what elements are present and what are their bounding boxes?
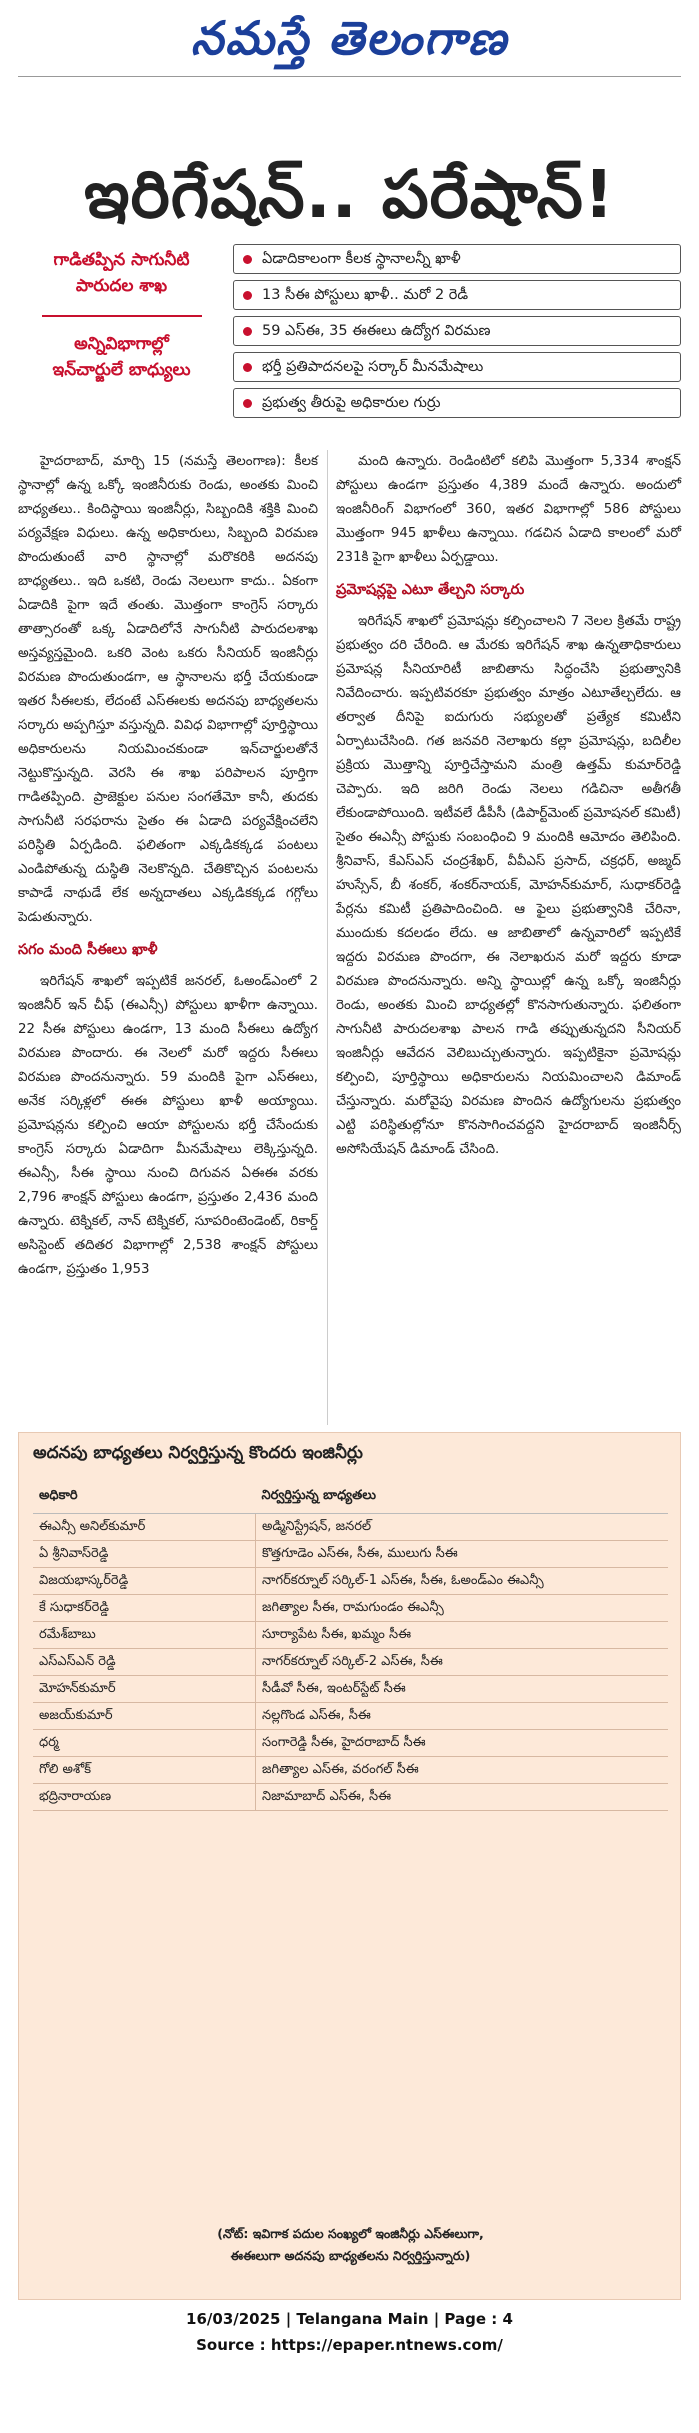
kicker-line-1: గాడితప్పిన సాగునీటి	[53, 250, 190, 270]
table-row: భద్రినారాయణ నిజామాబాద్ ఎస్ఈ, సీఈ	[33, 1784, 668, 1811]
kicker-line-4: ఇన్‌చార్జులే బాధ్యులు	[52, 360, 191, 380]
article-column-left	[18, 450, 318, 1282]
table-note-line-2: ఈఈలుగా అదనపు బాధ్యతలను నిర్వర్తిస్తున్నారు)	[230, 2248, 471, 2263]
column-header-duties: నిర్వర్తిస్తున్న బాధ్యతలు	[256, 1481, 669, 1514]
table-row: మోహన్‌కుమార్ సీడీవో సీఈ, ఇంటర్‌స్టేట్ సీఈ	[33, 1676, 668, 1703]
footer-date-line: 16/03/2025 | Telangana Main | Page : 4	[186, 2310, 513, 2328]
table-row: రమేశ్‌బాబు సూర్యాపేట సీఈ, ఖమ్మం సీఈ	[33, 1622, 668, 1649]
page-footer	[18, 2306, 681, 2358]
article-column-right	[336, 450, 681, 1162]
article-paragraph: హైదరాబాద్, మార్చి 15 (నమస్తే తెలంగాణ): కీలక స్థానాల్లో ఉన్న ఒక్కో ఇంజినీరుకు రెండు, అంతకు మించి బాధ్యతలు.. కిందిస్థాయి ఇంజినీర్లు, సిబ్బందికి శక్తికి మించి పర్యవేక్షణ విధులు. ఉన్న అధికారులు, సిబ్బంది విరమణ పొందుతుంటే వారి స్థానాల్లో మరొకరికి అదనపు బాధ్యతలు.. ఇది ఒకటి, రెండు నెలలుగా కాదు.. ఏకంగా ఏడాదికి పైగా ఇదే తంతు. మొత్తంగా కాంగ్రెస్ సర్కారు తాత్సారంతో ఒక్క ఏడాదిలోనే సాగునీటి పారుదలశాఖ అస్తవ్యస్తమైంది. ఒకరి వెంట ఒకరు సీనియర్ ఇంజినీర్లు విరమణ పొందుతుండగా, ఆ స్థానాలను భర్తీ చేయకుండా ఇతర సీఈలకు, లేదంటే ఎస్ఈలకు అదనపు బాధ్యతలను సర్కారు అప్పగిస్తూ వస్తున్నది. వివిధ విభాగాల్లో పూర్తిస్థాయి అధికారులను నియమించకుండా ఇన్‌చార్జులతోనే నెట్టుకొస్తున్నది. వెరసి ఈ శాఖ పరిపాలన పూర్తిగా గాడితప్పింది. ప్రాజెక్టుల పనుల సంగతేమో కానీ, తుదకు సాగునీటి సరఫరాను సైతం ఈ ఏడాది పర్యవేక్షించలేని పరిస్థితి ఏర్పడింది. ఫలితంగా ఎక్కడికక్కడ పంటలు ఎండిపోతున్న దుస్థితి నెలకొన్నది. చేతికొచ్చిన పంటలను కాపాడే నాథుడే లేక అన్నదాతలు ఎక్కడికక్కడ గగ్గోలు పెడుతున్నారు.	[18, 454, 318, 925]
article-paragraph: ఇరిగేషన్ శాఖలో ప్రమోషన్లు కల్పించాలని 7 నెలల క్రితమే రాష్ట్ర ప్రభుత్వం దరి చేరింది. ఆ మేరకు ఇరిగేషన్ శాఖ ఉన్నతాధికారులు ప్రమోషన్ల సీనియారిటీ జాబితాను సిద్ధంచేసి ప్రభుత్వానికి నివేదించారు. ఇప్పటివరకూ ప్రభుత్వం మాత్రం ఎటూతేల్చలేదు. ఆ తర్వాత దీనిపై ఐదుగురు సభ్యులతో ప్రత్యేక కమిటీని ఏర్పాటుచేసింది. గత జనవరి నెలాఖరు కల్లా ప్రమోషన్లు, బదిలీల ప్రక్రియ మొత్తాన్ని పూర్తిచేస్తామని మంత్రి ఉత్తమ్ కుమార్‌రెడ్డి చెప్పారు. ఇది జరిగి రెండు నెలలు గడిచినా అతీగతీ లేకుండాపోయింది. ఇటీవలే డీపీసీ (డిపార్ట్‌మెంట్ ప్రమోషనల్ కమిటీ) సైతం ఈఎన్సీ పోస్టుకు సంబంధించి 9 మందికి ఆమోదం తెలిపింది. శ్రీనివాస్, కేఎస్ఎస్ చంద్రశేఖర్, వీవీఎస్ ప్రసాద్, చక్రధర్, అజ్మద్ హుస్సేన్, బీ శంకర్, శంకర్‌నాయక్, మోహన్‌కుమార్, సుధాకర్‌రెడ్డి పేర్లను కమిటీ ప్రతిపాదించింది. ఆ ఫైలు ప్రభుత్వానికి చేరినా, ముందుకు కదలడం లేదు. ఆ జాబితాలో ఉన్నవారిలో ఇప్పటికే ఇద్దరు విరమణ పొందగా, ఈ నెలాఖరున మరో ఇద్దరు కూడా విరమణ పొందనున్నారు. అన్ని స్థాయిల్లో ఉన్న ఒక్కో ఇంజినీర్లు రెండు, అంతకు మించి బాధ్యతల్లో కొనసాగుతున్నారు. ఫలితంగా సాగునీటి పారుదలశాఖ పాలన గాడి తప్పుతున్నదని సీనియర్ ఇంజినీర్లు ఆవేదన వెలిబుచ్చుతున్నారు. ఇప్పటికైనా ప్రమోషన్లు కల్పించి, పూర్తిస్థాయి అధికారులను నియమించాలని డిమాండ్ చేస్తున్నారు. మరోవైపు విరమణ పొందిన ఉద్యోగులను ప్రభుత్వం ఎట్టి పరిస్థితుల్లోనూ కొనసాగించవద్దని హైదరాబాద్ ఇంజినీర్స్ అసోసియేషన్ డిమాండ్ చేసింది.	[336, 614, 681, 1157]
bullet-dot-icon	[243, 291, 252, 300]
kicker-bottom	[18, 331, 225, 383]
kicker-top	[18, 247, 225, 299]
article-paragraph: ఇరిగేషన్ శాఖలో ఇప్పటికే జనరల్, ఓఅండ్ఎంలో 2 ఇంజినీర్ ఇన్ చీఫ్ (ఈఎన్సీ) పోస్టులు ఖాళీగా ఉన్నాయి. 22 సీఈ పోస్టులు ఉండగా, 13 మంది సీఈలు ఉద్యోగ విరమణ పొందారు. ఈ నెలలో మరో ఇద్దరు సీఈలు విరమణ పొందనున్నారు. 59 మందికి పైగా ఎస్ఈలు, అనేక సర్కిళ్లలో ఈఈ పోస్టులు ఖాళీ అయ్యాయి. ప్రమోషన్లను కల్పించి ఆయా పోస్టులను భర్తీ చేసేందుకు కాంగ్రెస్ సర్కారు ఏడాదిగా మీనమేషాలు లెక్కిస్తున్నది. ఈఎన్సీ, సీఈ స్థాయి నుంచి దిగువన ఏఈఈ వరకు 2,796 శాంక్షన్ పోస్టులు ఉండగా, ప్రస్తుతం 2,436 మంది ఉన్నారు. టెక్నికల్, నాన్ టెక్నికల్, సూపరింటెండెంట్, రికార్డ్ అసిస్టెంట్ తదితర విభాగాల్లో 2,538 శాంక్షన్ పోస్టులు ఉండగా, ప్రస్తుతం 1,953	[18, 974, 318, 1277]
column-header-officer: అధికారి	[33, 1481, 256, 1514]
bullet-dot-icon	[243, 363, 252, 372]
footer-source-link[interactable]: Source : https://epaper.ntnews.com/	[196, 2336, 503, 2354]
table-title: అదనపు బాధ్యతలు నిర్వర్తిస్తున్న కొందరు ఇంజినీర్లు	[33, 1443, 363, 1463]
bullet-item: 13 సీఈ పోస్టులు ఖాళీ.. మరో 2 రెడీ	[233, 280, 681, 310]
kicker-line-2: పారుదల శాఖ	[75, 276, 168, 296]
bullet-item: 59 ఎస్ఈ, 35 ఈఈలు ఉద్యోగ విరమణ	[233, 316, 681, 346]
bullet-dot-icon	[243, 255, 252, 264]
bullet-item: ఏడాదికాలంగా కీలక స్థానాలన్నీ ఖాళీ	[233, 244, 681, 274]
bullet-dot-icon	[243, 399, 252, 408]
bullet-item: భర్తీ ప్రతిపాదనలపై సర్కార్ మీనమేషాలు	[233, 352, 681, 382]
kicker-divider	[42, 315, 202, 317]
article-paragraph: మంది ఉన్నారు. రెండింటిలో కలిపి మొత్తంగా 5,334 శాంక్షన్ పోస్టులు ఉండగా ప్రస్తుతం 4,389 మందే ఉన్నారు. అందులో ఇంజినీరింగ్ విభాగంలో 360, ఇతర విభాగాల్లో 586 పోస్టులు మొత్తంగా 945 ఖాళీలు ఉన్నాయి. గడచిన ఏడాది కాలంలో మరో 231కి పైగా ఖాళీలు ఏర్పడ్డాయి.	[336, 454, 681, 565]
masthead-logo: నమస్తే తెలంగాణ	[190, 11, 509, 65]
subheading: ప్రమోషన్లపై ఎటూ తేల్చని సర్కారు	[336, 582, 525, 598]
table-row: ఏ శ్రీనివాస్‌రెడ్డి కొత్తగూడెం ఎస్ఈ, సీఈ, ములుగు సీఈ	[33, 1541, 668, 1568]
column-divider	[327, 450, 328, 1425]
table-row: కే సుధాకర్‌రెడ్డి జగిత్యాల సీఈ, రామగుండం ఈఎన్సీ	[33, 1595, 668, 1622]
table-row: ధర్మ సంగారెడ్డి సీఈ, హైదరాబాద్ సీఈ	[33, 1730, 668, 1757]
table-note	[19, 2223, 682, 2267]
subheading: సగం మంది సీఈలు ఖాళీ	[18, 942, 158, 958]
kicker-box	[18, 247, 225, 380]
table-row: గోలి అశోక్ జగిత్యాల ఎస్ఈ, వరంగల్ సీఈ	[33, 1757, 668, 1784]
page-headline: ఇరిగేషన్.. పరేషాన్!	[84, 156, 615, 233]
engineers-table	[33, 1481, 668, 1811]
engineers-table-box	[18, 1432, 681, 2300]
table-row: ఈఎన్సీ అనిల్‌కుమార్ అడ్మినిస్ట్రేషన్, జనరల్	[33, 1514, 668, 1541]
table-header-row	[33, 1481, 668, 1514]
table-note-line-1: (నోట్: ఇవిగాక పదుల సంఖ్యలో ఇంజినీర్లు ఎస్ఈలుగా,	[217, 2226, 484, 2241]
table-row: అజయ్‌కుమార్ నల్లగొండ ఎస్ఈ, సీఈ	[33, 1703, 668, 1730]
kicker-line-3: అన్నివిభాగాల్లో	[74, 334, 169, 354]
table-row: విజయభాస్కర్‌రెడ్డి నాగర్‌కర్నూల్ సర్కిల్-1 ఎస్ఈ, సీఈ, ఓఅండ్ఎం ఈఎన్సీ	[33, 1568, 668, 1595]
bullet-item: ప్రభుత్వ తీరుపై అధికారుల గుర్రు	[233, 388, 681, 418]
divider	[18, 76, 681, 77]
highlight-bullets	[233, 244, 681, 424]
bullet-dot-icon	[243, 327, 252, 336]
table-row: ఎస్ఎస్ఎన్ రెడ్డి నాగర్‌కర్నూల్ సర్కిల్-2 ఎస్ఈ, సీఈ	[33, 1649, 668, 1676]
